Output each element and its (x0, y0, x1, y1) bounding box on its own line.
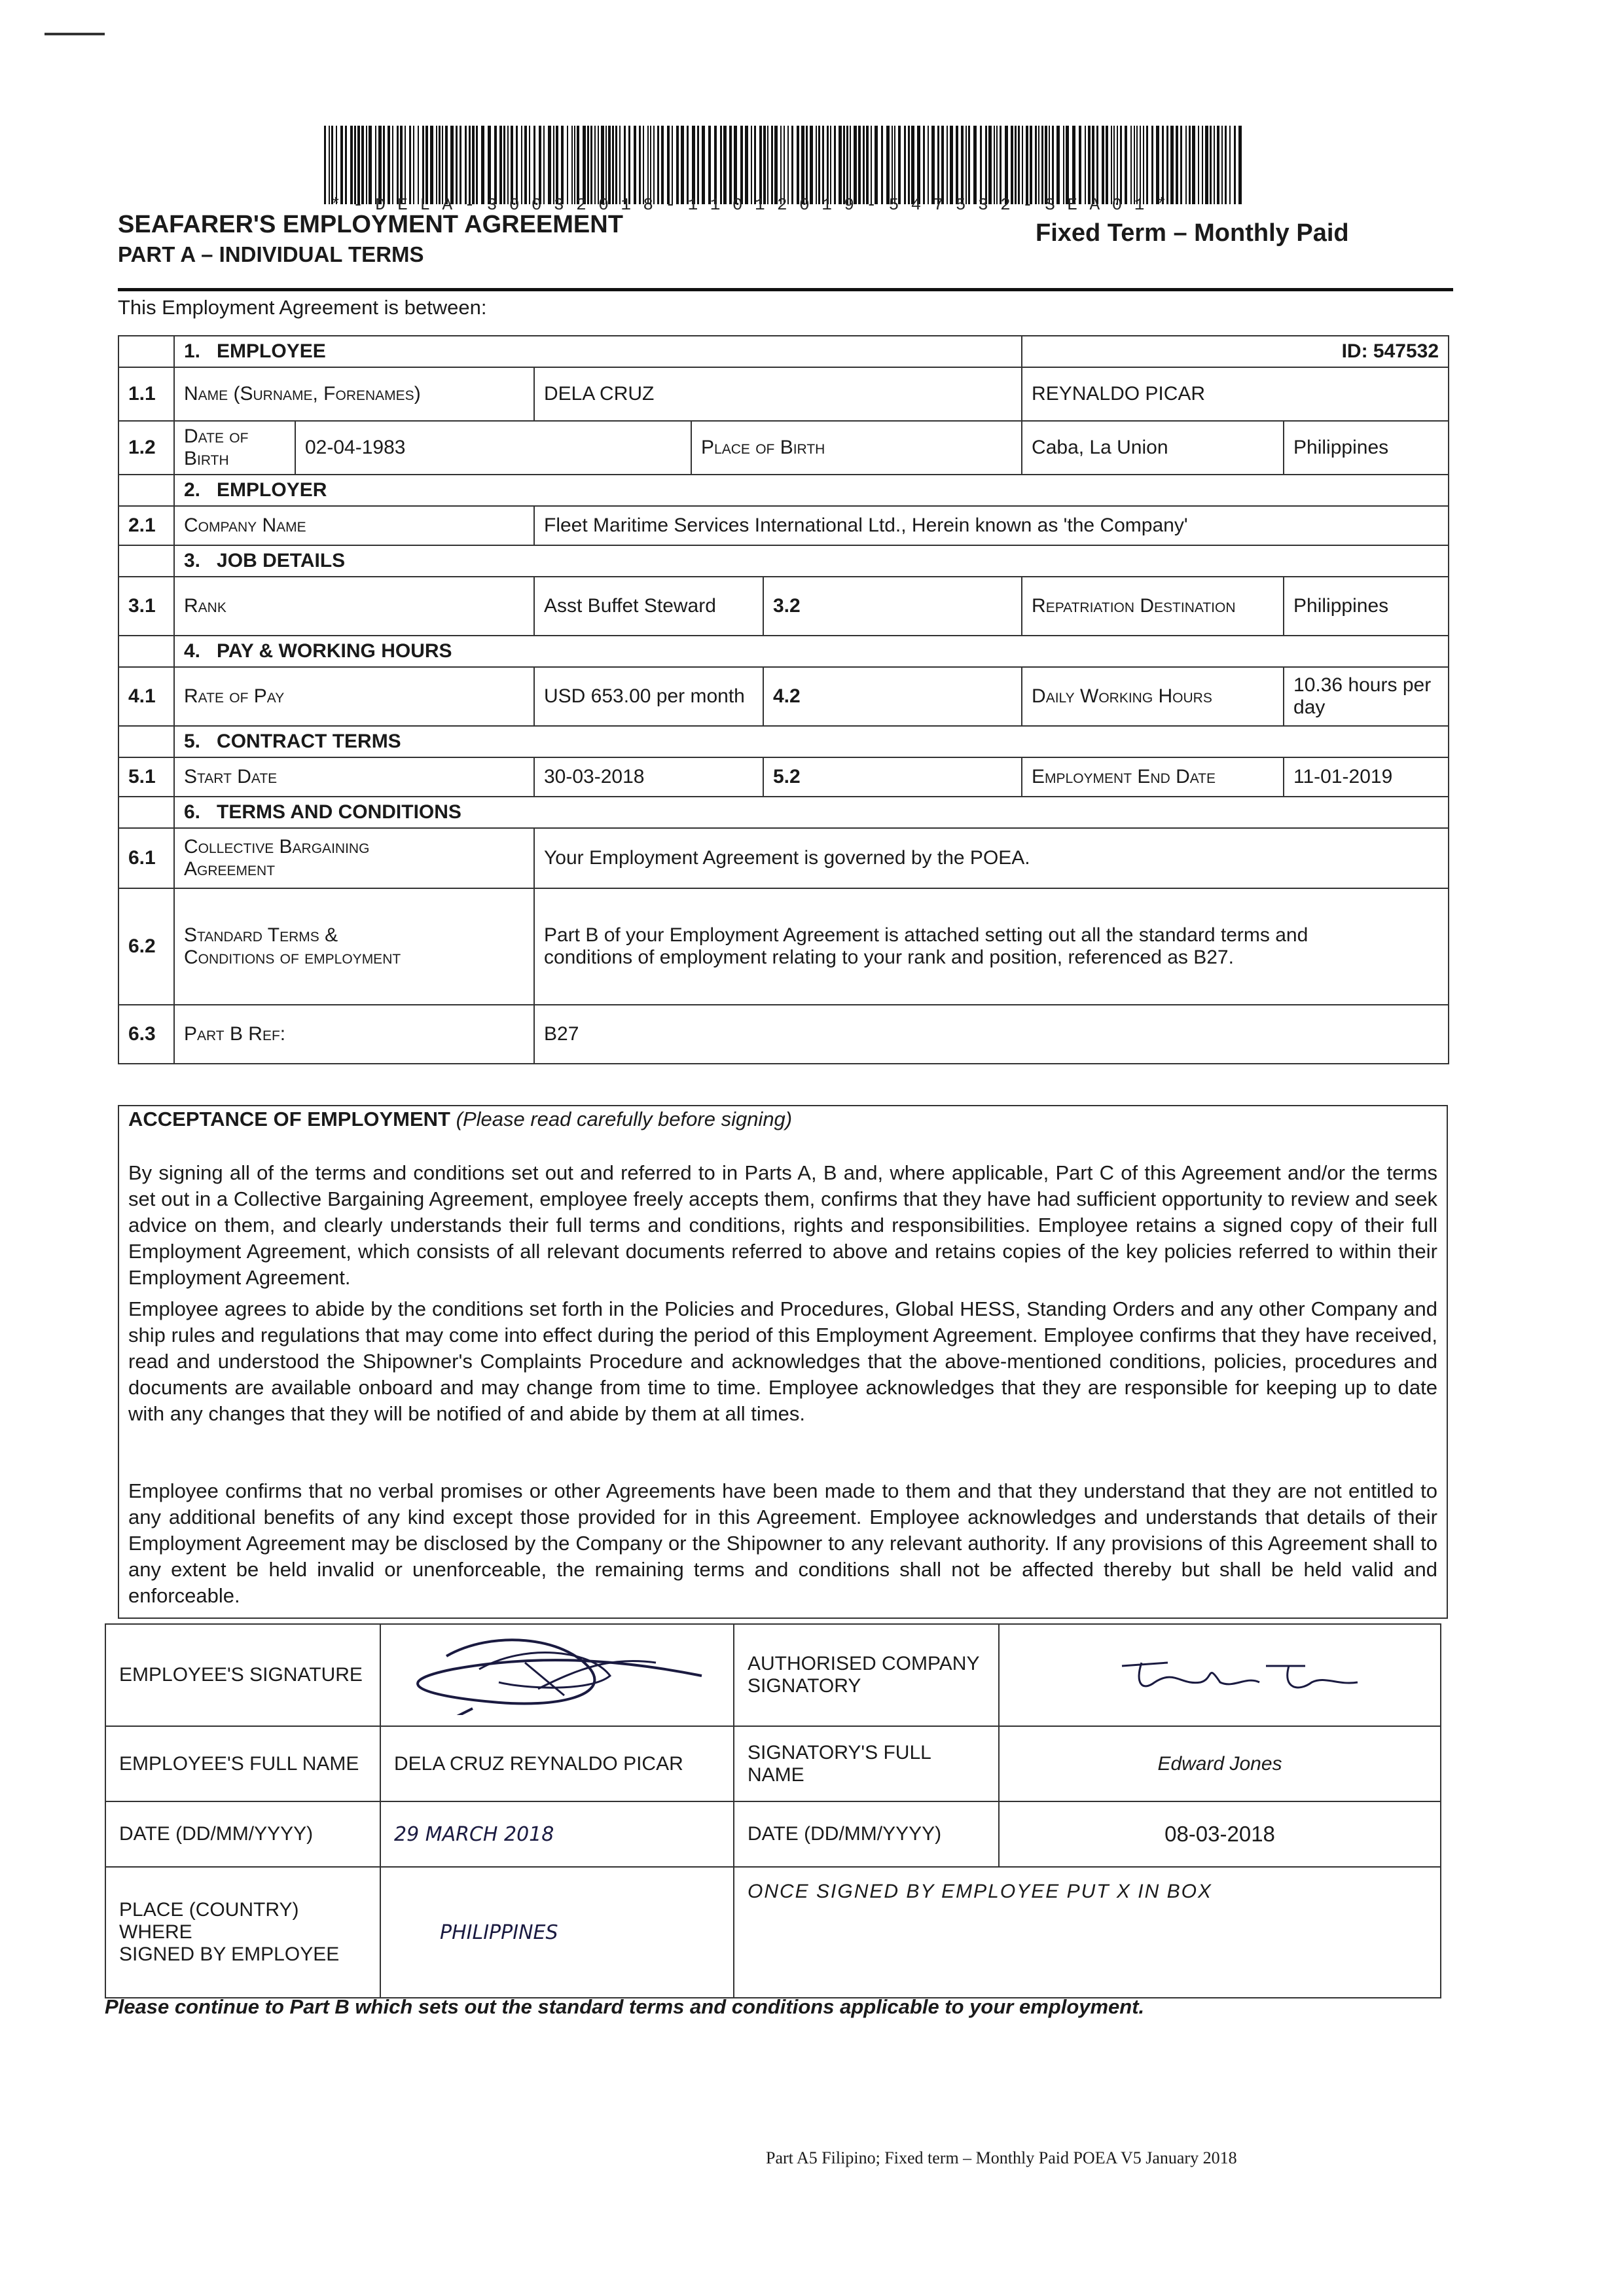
barcode-bar (1234, 126, 1236, 204)
barcode-bar (1011, 126, 1013, 204)
acceptance-paragraph-2: Employee agrees to abide by the conditions set forth in the Policies and Procedures, Global HESS, Standing Orders and any other Company and ship rules and regulations that may come into effect during the period of this Employment Agreement. Employee confirms that they have received, read and understood the Shipowner's Complaints Procedure and acknowledges that the above-mentioned conditions, policies, procedures and documents are available onboard and may change from time to time. Employee acknowledges that they are responsible for keeping up to date with any changes that they will be notified of and abide by them at all times. (128, 1297, 1437, 1425)
barcode-bar (556, 126, 558, 204)
barcode-bar (331, 126, 333, 204)
barcode-bar (830, 126, 831, 204)
barcode-bar (1072, 126, 1075, 204)
barcode-bar (697, 126, 699, 204)
barcode-bar (1225, 126, 1227, 204)
intro-text: This Employment Agreement is between: (118, 296, 487, 319)
employee-date-handwritten: 29 MARCH 2018 (380, 1801, 734, 1867)
barcode-bar (1041, 126, 1043, 204)
continue-note: Please continue to Part B which sets out the standard terms and conditions applicable to your employment. (105, 1995, 1145, 2018)
barcode-bar (324, 126, 326, 204)
barcode-bar (608, 126, 611, 204)
barcode-bar (1056, 126, 1060, 204)
section-job-details: 3. JOB DETAILS (174, 545, 1449, 577)
barcode-bar (1015, 126, 1017, 204)
employee-signature (380, 1624, 734, 1726)
start-date-value: 30-03-2018 (534, 757, 763, 797)
barcode-bar (561, 126, 564, 204)
barcode-bar (450, 126, 454, 204)
barcode-bar (425, 126, 428, 204)
contract-type: Fixed Term – Monthly Paid (1036, 219, 1349, 247)
surname-value: DELA CRUZ (534, 367, 1022, 421)
barcode-bar (1035, 126, 1037, 204)
section-employee: 1. EMPLOYEE (174, 336, 1022, 367)
barcode-bar (499, 126, 502, 204)
barcode-bar (571, 126, 573, 204)
barcode-bar (740, 126, 743, 204)
part-b-ref-label: Part B Ref: (174, 1005, 534, 1064)
barcode-bar (1005, 126, 1008, 204)
barcode-bar (1202, 126, 1203, 204)
barcode-bar (521, 126, 522, 204)
barcode-bar (751, 126, 752, 204)
barcode-bar (574, 126, 575, 204)
pob-label: Place of Birth (691, 421, 1022, 475)
barcode-bar (1117, 126, 1118, 204)
barcode-bar (590, 126, 592, 204)
barcode-bar (866, 126, 869, 204)
barcode-bar (780, 126, 782, 204)
barcode-bar (619, 126, 621, 204)
barcode-bar (1185, 126, 1187, 204)
barcode-bar (1038, 126, 1039, 204)
barcode-bar (1238, 126, 1242, 204)
barcode-bar (985, 126, 987, 204)
barcode-bar (810, 126, 813, 204)
barcode-bar (1140, 126, 1141, 204)
barcode-bar (923, 126, 925, 204)
pob-country: Philippines (1284, 421, 1449, 475)
employee-full-name: DELA CRUZ REYNALDO PICAR (380, 1726, 734, 1801)
barcode-bar (791, 126, 793, 204)
signature-table (105, 1623, 1441, 1998)
barcode-bar (818, 126, 820, 204)
barcode-bar (465, 126, 467, 204)
barcode-bar (375, 126, 376, 204)
barcode-bar (647, 126, 649, 204)
barcode-bar (759, 126, 762, 204)
company-signature-scribble (1050, 1636, 1390, 1708)
barcode-bar (1030, 126, 1032, 204)
barcode-bar (1092, 126, 1094, 204)
barcode-bar (657, 126, 659, 204)
barcode-bar (871, 126, 872, 204)
barcode-bar (839, 126, 842, 204)
employee-full-name-label: EMPLOYEE'S FULL NAME (105, 1726, 380, 1801)
barcode-bar (787, 126, 789, 204)
signatory-full-name-label: SIGNATORY'S FULL NAME (734, 1726, 999, 1801)
barcode-bar (392, 126, 393, 204)
barcode-bar (507, 126, 509, 204)
start-date-label: Start Date (174, 757, 534, 797)
barcode-bar (354, 126, 356, 204)
standard-terms-value: Part B of your Employment Agreement is attached setting out all the standard terms and conditions of employment relating to your rank and position, referenced as B27. (534, 888, 1449, 1005)
working-hours-value: 10.36 hours per day (1284, 667, 1449, 726)
barcode-bar (763, 126, 766, 204)
barcode-bar (366, 126, 367, 204)
put-x-box-note: ONCE SIGNED BY EMPLOYEE PUT X IN BOX (734, 1867, 1441, 1998)
barcode-bar (898, 126, 901, 204)
barcode-bar (1106, 126, 1108, 204)
barcode-bar (1134, 126, 1135, 204)
barcode-bar (639, 126, 641, 204)
barcode-bar (931, 126, 935, 204)
barcode-bar (1125, 126, 1127, 204)
working-hours-label: Daily Working Hours (1022, 667, 1284, 726)
barcode-bar (539, 126, 541, 204)
authorised-signature (999, 1624, 1441, 1726)
barcode-bar (1079, 126, 1081, 204)
dob-label: Date of Birth (174, 421, 295, 475)
barcode-bar (488, 126, 491, 204)
barcode-bar (1229, 126, 1231, 204)
barcode-bar (681, 126, 684, 204)
barcode-bar (1166, 126, 1168, 204)
barcode-bar (369, 126, 372, 204)
barcode-bar (601, 126, 604, 204)
barcode-bar (1162, 126, 1164, 204)
barcode-bar (388, 126, 390, 204)
barcode-bar (469, 126, 471, 204)
barcode-bar (1130, 126, 1132, 204)
barcode-bar (1000, 126, 1001, 204)
barcode-bar (1176, 126, 1178, 204)
barcode-bar (1045, 126, 1047, 204)
barcode-bar (801, 126, 804, 204)
company-date-label: DATE (DD/MM/YYYY) (734, 1801, 999, 1867)
barcode-bar (723, 126, 727, 204)
barcode-bar (418, 126, 419, 204)
end-date-label: Employment End Date (1022, 757, 1284, 797)
barcode-bar (980, 126, 982, 204)
part-b-ref-value: B27 (534, 1005, 1449, 1064)
barcode-bar (774, 126, 778, 204)
barcode-bar (908, 126, 910, 204)
forenames-value: REYNALDO PICAR (1022, 367, 1449, 421)
barcode-bar (667, 126, 670, 204)
barcode-bar (1022, 126, 1023, 204)
rank-value: Asst Buffet Steward (534, 577, 763, 636)
barcode-bar (994, 126, 995, 204)
barcode (324, 126, 1244, 204)
barcode-bar (430, 126, 433, 204)
barcode-bar (436, 126, 437, 204)
barcode-bar (583, 126, 586, 204)
barcode-bar (928, 126, 929, 204)
barcode-bar (634, 126, 636, 204)
barcode-bar (1210, 126, 1212, 204)
barcode-bar (503, 126, 505, 204)
authorised-signatory-label: AUTHORISED COMPANY SIGNATORY (734, 1624, 999, 1726)
barcode-bar (904, 126, 906, 204)
barcode-bar (729, 126, 732, 204)
barcode-bar (329, 126, 330, 204)
barcode-bar (624, 126, 626, 204)
barcode-bar (858, 126, 861, 204)
barcode-bar (843, 126, 845, 204)
barcode-bar (350, 126, 353, 204)
barcode-bar (1143, 126, 1144, 204)
barcode-bar (442, 126, 443, 204)
barcode-bar (594, 126, 596, 204)
name-label: Name (Surname, Forenames) (174, 367, 534, 421)
company-date: 08-03-2018 (999, 1801, 1441, 1867)
barcode-bar (950, 126, 953, 204)
barcode-bar (598, 126, 599, 204)
barcode-bar (1214, 126, 1215, 204)
barcode-bar (397, 126, 399, 204)
barcode-bar (881, 126, 883, 204)
barcode-bar (754, 126, 756, 204)
barcode-bar (615, 126, 617, 204)
barcode-bar (1018, 126, 1020, 204)
barcode-bar (543, 126, 545, 204)
barcode-bar (714, 126, 717, 204)
barcode-bar (892, 126, 893, 204)
barcode-bar (409, 126, 411, 204)
barcode-bar (340, 126, 343, 204)
barcode-bar (1180, 126, 1182, 204)
barcode-bar (1189, 126, 1191, 204)
barcode-bar (1136, 126, 1138, 204)
barcode-bar (422, 126, 424, 204)
rank-label: Rank (174, 577, 534, 636)
barcode-bar (834, 126, 836, 204)
version-footer: Part A5 Filipino; Fixed term – Monthly Paid POEA V5 January 2018 (766, 2148, 1237, 2167)
barcode-bar (988, 126, 992, 204)
barcode-bar (672, 126, 673, 204)
barcode-bar (1146, 126, 1148, 204)
barcode-bar (816, 126, 817, 204)
barcode-bar (1049, 126, 1050, 204)
barcode-bar (653, 126, 655, 204)
barcode-bar (894, 126, 895, 204)
barcode-bar (476, 126, 478, 204)
acceptance-heading: ACCEPTANCE OF EMPLOYMENT (Please read carefully before signing) (128, 1108, 793, 1130)
barcode-bar (956, 126, 958, 204)
section-contract-terms: 5. CONTRACT TERMS (174, 726, 1449, 757)
company-name-value: Fleet Maritime Services International Ltd., Herein known as 'the Company' (534, 506, 1449, 545)
barcode-bar (708, 126, 711, 204)
repatriation-label: Repatriation Destination (1022, 577, 1284, 636)
barcode-bar (643, 126, 644, 204)
document-title: SEAFARER'S EMPLOYMENT AGREEMENT (118, 211, 623, 238)
barcode-bar (1198, 126, 1199, 204)
barcode-bar (345, 126, 347, 204)
section-pay-hours: 4. PAY & WORKING HOURS (174, 636, 1449, 667)
barcode-bar (1217, 126, 1219, 204)
barcode-bar (1102, 126, 1104, 204)
barcode-bar (494, 126, 497, 204)
barcode-bar (336, 126, 337, 204)
barcode-bar (734, 126, 737, 204)
barcode-bar (827, 126, 829, 204)
barcode-bar (548, 126, 551, 204)
barcode-bar (720, 126, 722, 204)
barcode-bar (529, 126, 530, 204)
barcode-bar (1170, 126, 1174, 204)
barcode-bar (767, 126, 768, 204)
barcode-bar (612, 126, 614, 204)
barcode-bar (1156, 126, 1159, 204)
employee-signature-scribble (394, 1630, 721, 1715)
barcode-bar (472, 126, 475, 204)
barcode-bar (850, 126, 851, 204)
barcode-bar (822, 126, 824, 204)
dob-value: 02-04-1983 (295, 421, 691, 475)
barcode-bar (587, 126, 589, 204)
barcode-bar (676, 126, 679, 204)
rate-of-pay-value: USD 653.00 per month (534, 667, 763, 726)
barcode-bar (605, 126, 607, 204)
acceptance-paragraph-1: By signing all of the terms and conditions set out and referred to in Parts A, B and, where applicable, Part C of this Agreement and/or the terms set out in a Collective Bargaining Agreement, employee freely accepts them, confirms that they have had sufficient opportunity to review and seek advice on them, and clearly understands their full terms and conditions, rights and responsibilities. Employee retains a signed copy of their full Employment Agreement, which consists of all relevant documents referred to above and retains copies of the key policies referred to within their Employment Agreement. (128, 1161, 1437, 1289)
barcode-bar (745, 126, 748, 204)
barcode-bar (1120, 126, 1122, 204)
barcode-bar (628, 126, 630, 204)
barcode-bar (1088, 126, 1091, 204)
barcode-bar (968, 126, 970, 204)
place-signed-handwritten: PHILIPPINES (380, 1867, 734, 1998)
barcode-bar (1192, 126, 1195, 204)
barcode-bar (650, 126, 651, 204)
scan-mark (45, 33, 105, 35)
barcode-bar (413, 126, 414, 204)
barcode-bar (439, 126, 441, 204)
barcode-bar (378, 126, 382, 204)
barcode-bar (846, 126, 848, 204)
barcode-bar (1066, 126, 1069, 204)
barcode-bar (973, 126, 977, 204)
barcode-bar (481, 126, 484, 204)
standard-terms-label: Standard Terms & Conditions of employment (174, 888, 534, 1005)
barcode-bar (361, 126, 364, 204)
barcode-bar (1221, 126, 1223, 204)
barcode-bar (886, 126, 890, 204)
barcode-bar (400, 126, 403, 204)
barcode-bar (784, 126, 785, 204)
barcode-bar (863, 126, 865, 204)
barcode-bar (661, 126, 664, 204)
barcode-bar (1205, 126, 1208, 204)
barcode-bar (1052, 126, 1054, 204)
barcode-bar (941, 126, 944, 204)
terms-table: 1. EMPLOYEE ID: 547532 1.1 Name (Surname, Forenames) DELA CRUZ REYNALDO PICAR 1.2 Date of Birth 02-04-1983 Place of Birth Caba, La Union Philippines 2. EMPLOYER 2.1 Company Name Fleet Maritime Services International Ltd., Herein known as 'the Company' 3. JOB DETAILS 3.1 Rank Asst Buffet Steward 3.2 Repatriation Destination Philippines 4. PAY & WORKING HOURS 4.1 Rate of Pay USD 653.00 per month 4.2 Daily Working Hours 10.36 hours per day 5. CONTRACT TERMS 5.1 Start Date 30-03-2018 5.2 Employment End Date 11-01-2019 6. TERMS AND CONDITIONS 6.1 Collective Bargaining Agreement Your Employment Agreement is governed by the POEA. 6.2 Standard Terms & Conditions of employment Part B of your Employment Agreement is attached setting out all the standard terms and conditions of employment relating to your rank and position, referenced as B27. 6.3 Part B Ref: B27 (118, 335, 1449, 1064)
employee-id: ID: 547532 (1022, 336, 1449, 367)
employee-date-label: DATE (DD/MM/YYYY) (105, 1801, 380, 1867)
end-date-value: 11-01-2019 (1284, 757, 1449, 797)
barcode-bar (383, 126, 385, 204)
barcode-bar (460, 126, 461, 204)
barcode-bar (806, 126, 808, 204)
barcode-bar (567, 126, 568, 204)
barcode-bar (1096, 126, 1098, 204)
barcode-bar (577, 126, 579, 204)
barcode-bar (911, 126, 914, 204)
section-employer: 2. EMPLOYER (174, 475, 1449, 506)
barcode-bar (553, 126, 554, 204)
barcode-bar (961, 126, 964, 204)
company-name-label: Company Name (174, 506, 534, 545)
barcode-bar (1113, 126, 1115, 204)
barcode-bar (1026, 126, 1028, 204)
repatriation-value: Philippines (1284, 577, 1449, 636)
barcode-bar (996, 126, 998, 204)
barcode-bar (854, 126, 857, 204)
barcode-bar (875, 126, 878, 204)
barcode-bar (1151, 126, 1153, 204)
cba-value: Your Employment Agreement is governed by the POEA. (534, 828, 1449, 888)
section-terms-conditions: 6. TERMS AND CONDITIONS (174, 797, 1449, 828)
rate-of-pay-label: Rate of Pay (174, 667, 534, 726)
barcode-bar (357, 126, 360, 204)
barcode-bar (947, 126, 948, 204)
barcode-bar (511, 126, 513, 204)
barcode-bar (937, 126, 939, 204)
employee-signature-label: EMPLOYEE'S SIGNATURE (105, 1624, 380, 1726)
pob-value: Caba, La Union (1022, 421, 1284, 475)
cba-label: Collective Bargaining Agreement (174, 828, 534, 888)
barcode-bar (405, 126, 406, 204)
barcode-bar (456, 126, 458, 204)
barcode-text: *-DELA-30032018-11012019-547532-SEA01* (331, 195, 1179, 215)
barcode-bar (516, 126, 518, 204)
barcode-bar (533, 126, 535, 204)
document-subtitle: PART A – INDIVIDUAL TERMS (118, 242, 424, 266)
acceptance-paragraph-3: Employee confirms that no verbal promises or other Agreements have been made to them and that they understand that they are not entitled to any additional benefits of any kind except those provided for in this Agreement. Employee acknowledges and understands that details of their Employment Agreement may be disclosed by the Company or the Shipowner to any relevant authority. If any provisions of this Agreement shall to any extent be held invalid or unenforceable, the remaining terms and conditions shall not be affected thereby but shall be held valid and enforceable. (128, 1479, 1437, 1607)
header-divider (118, 288, 1453, 291)
barcode-bar (1085, 126, 1086, 204)
barcode-bar (1111, 126, 1112, 204)
barcode-bar (917, 126, 920, 204)
barcode-bar (1063, 126, 1064, 204)
barcode-bar (771, 126, 773, 204)
barcode-bar (445, 126, 448, 204)
barcode-bar (524, 126, 527, 204)
barcode-bar (692, 126, 695, 204)
place-signed-label: PLACE (COUNTRY) WHERE SIGNED BY EMPLOYEE (105, 1867, 380, 1998)
signatory-full-name: Edward Jones (999, 1726, 1441, 1801)
barcode-bar (702, 126, 705, 204)
barcode-bar (687, 126, 689, 204)
barcode-bar (797, 126, 799, 204)
barcode-bar (965, 126, 967, 204)
